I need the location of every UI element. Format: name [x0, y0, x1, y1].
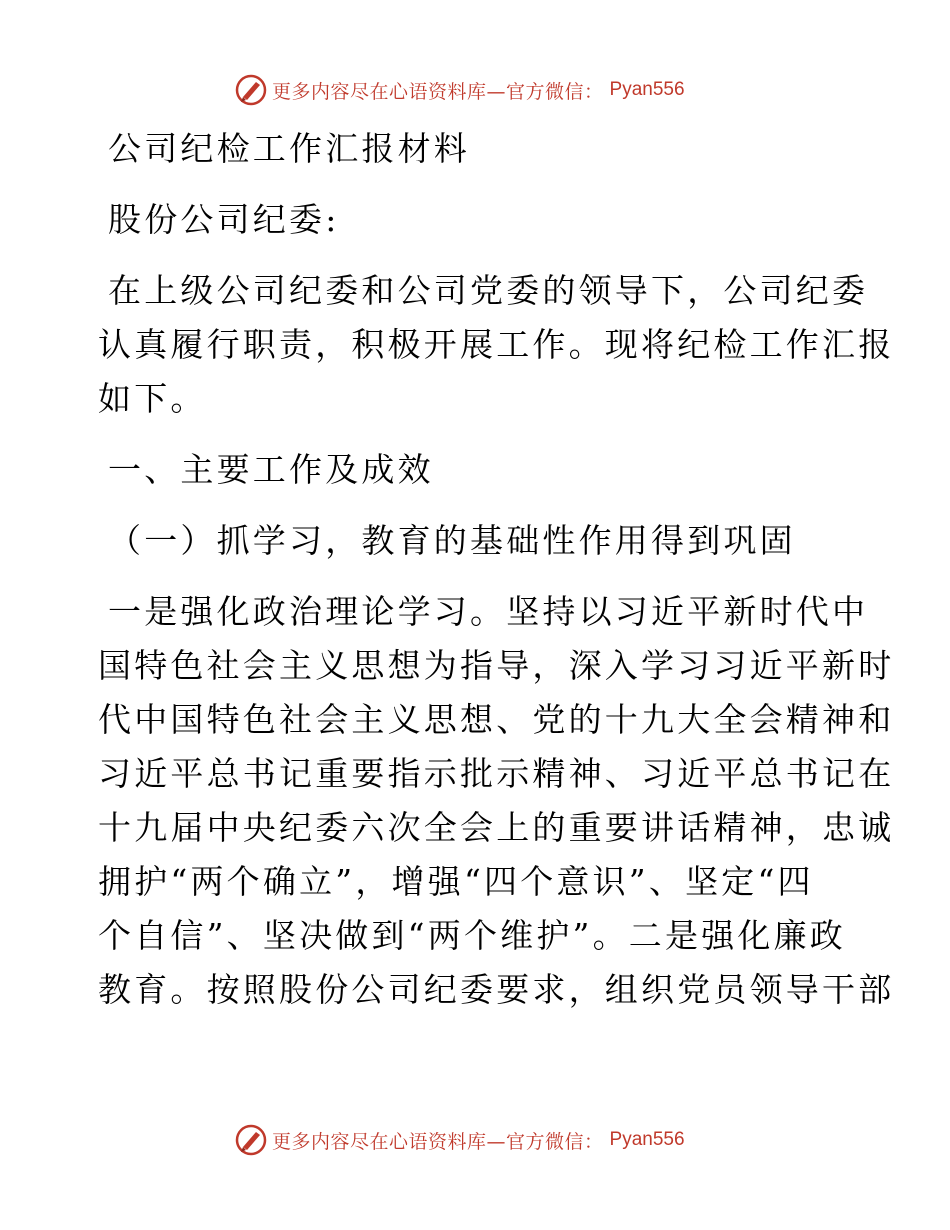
footer-watermark	[234, 1122, 685, 1158]
document-title: 公司纪检工作汇报材料	[108, 129, 470, 168]
recipient-line: 股份公司纪委:	[108, 200, 340, 239]
paragraph-line: 代中国特色社会主义思想、党的十九大全会精神和	[98, 700, 895, 739]
pen-seal-icon	[234, 1123, 268, 1157]
watermark-text: 更多内容尽在心语资料库—官方微信：	[272, 1130, 604, 1153]
paragraph-line: 国特色社会主义思想为指导，深入学习习近平新时	[98, 646, 895, 685]
paragraph-line: 教育。按照股份公司纪委要求，组织党员领导干部	[98, 970, 895, 1009]
paragraph-line: 习近平总书记重要指示批示精神、习近平总书记在	[98, 754, 895, 793]
watermark-wechat-id: Pyan556	[609, 79, 685, 100]
section-heading: 一、主要工作及成效	[108, 450, 434, 489]
paragraph-line: 在上级公司纪委和公司党委的领导下，公司纪委	[108, 271, 869, 310]
paragraph-line: 如下。	[98, 379, 207, 418]
header-watermark	[234, 72, 685, 108]
paragraph-line: 拥护“两个确立”，增强“四个意识”、坚定“四	[98, 862, 814, 901]
document-body	[98, 122, 895, 1017]
paragraph-line: 个自信”、坚决做到“两个维护”。二是强化廉政	[98, 916, 847, 955]
paragraph-line: 认真履行职责，积极开展工作。现将纪检工作汇报	[98, 325, 895, 364]
intro-paragraph	[98, 264, 895, 426]
paragraph-line: 十九届中央纪委六次全会上的重要讲话精神，忠诚	[98, 808, 895, 847]
pen-seal-icon	[234, 73, 268, 107]
watermark-wechat-id: Pyan556	[609, 1129, 685, 1150]
subsection-heading: （一）抓学习，教育的基础性作用得到巩固	[108, 521, 796, 560]
paragraph-line: 一是强化政治理论学习。坚持以习近平新时代中	[108, 592, 869, 631]
watermark-text: 更多内容尽在心语资料库—官方微信：	[272, 80, 604, 103]
body-paragraph	[98, 585, 895, 1017]
